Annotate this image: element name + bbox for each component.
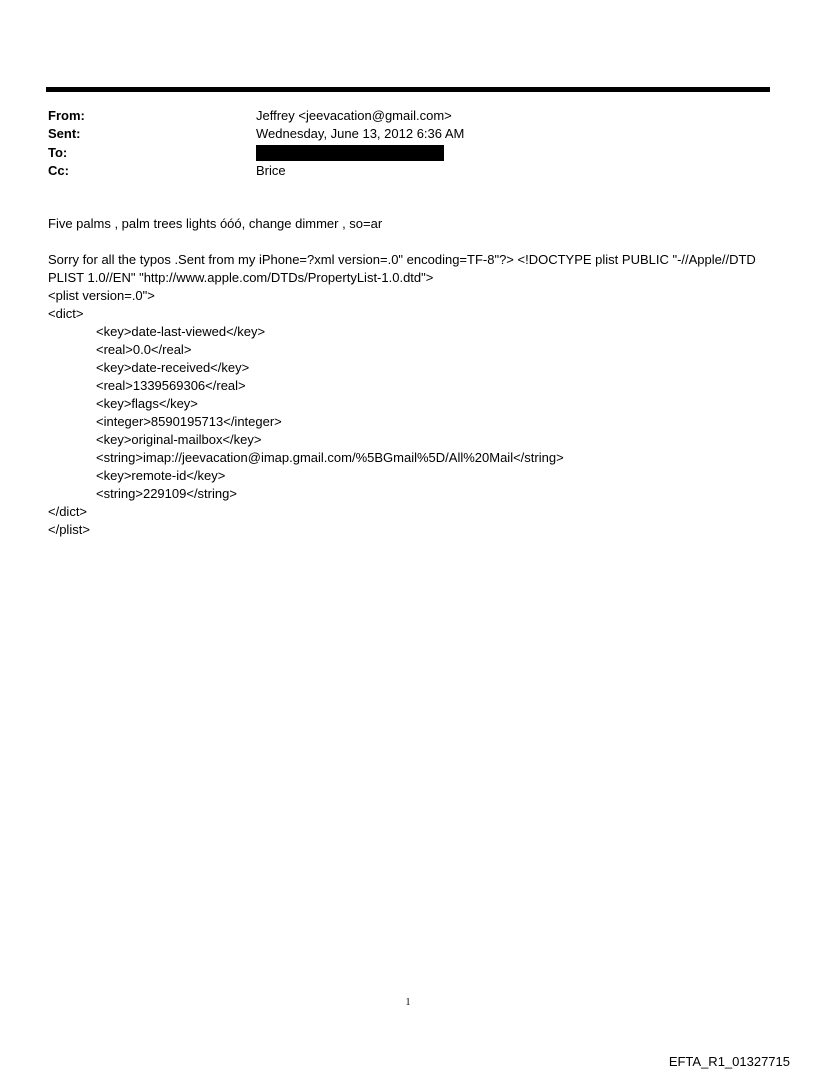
plist-line: <key>remote-id</key>: [96, 468, 226, 483]
to-label: To:: [48, 145, 68, 160]
sent-value: Wednesday, June 13, 2012 6:36 AM: [256, 126, 465, 141]
plist-line: <real>0.0</real>: [96, 342, 192, 357]
sent-label: Sent:: [48, 126, 81, 141]
cc-value: Brice: [256, 163, 286, 178]
plist-line: <integer>8590195713</integer>: [96, 414, 282, 429]
body-line-2: Sorry for all the typos .Sent from my iPhone=?xml version=.0" encoding=TF-8"?> <!DOCTYPE plist PUBLIC "-//Apple//DTD: [48, 252, 756, 267]
plist-line: <plist version=.0">: [48, 288, 155, 303]
plist-line: <key>original-mailbox</key>: [96, 432, 262, 447]
from-row: [48, 107, 768, 125]
header-rule: [46, 87, 770, 92]
plist-line: <string>229109</string>: [96, 486, 237, 501]
body-line-1: Five palms , palm trees lights óóó, change dimmer , so=ar: [48, 216, 383, 231]
plist-line: </dict>: [48, 504, 88, 519]
plist-line: <dict>: [48, 306, 84, 321]
sent-row: [48, 125, 768, 143]
document-id: EFTA_R1_01327715: [668, 1054, 790, 1069]
plist-line: <key>flags</key>: [96, 396, 198, 411]
page-number: 1: [405, 997, 411, 1008]
body-line-3: PLIST 1.0//EN" "http://www.apple.com/DTDs/PropertyList-1.0.dtd">: [48, 270, 434, 285]
to-redaction-block: [256, 145, 444, 161]
cc-row: [48, 162, 768, 180]
plist-line: <string>imap://jeevacation@imap.gmail.com/%5BGmail%5D/All%20Mail</string>: [96, 450, 564, 465]
plist-line: <key>date-last-viewed</key>: [96, 324, 266, 339]
from-value: Jeffrey <jeevacation@gmail.com>: [256, 108, 452, 123]
plist-line: <real>1339569306</real>: [96, 378, 246, 393]
plist-line: </plist>: [48, 522, 90, 537]
from-label: From:: [48, 108, 85, 123]
plist-line: <key>date-received</key>: [96, 360, 250, 375]
to-row: [48, 144, 768, 162]
cc-label: Cc:: [48, 163, 69, 178]
